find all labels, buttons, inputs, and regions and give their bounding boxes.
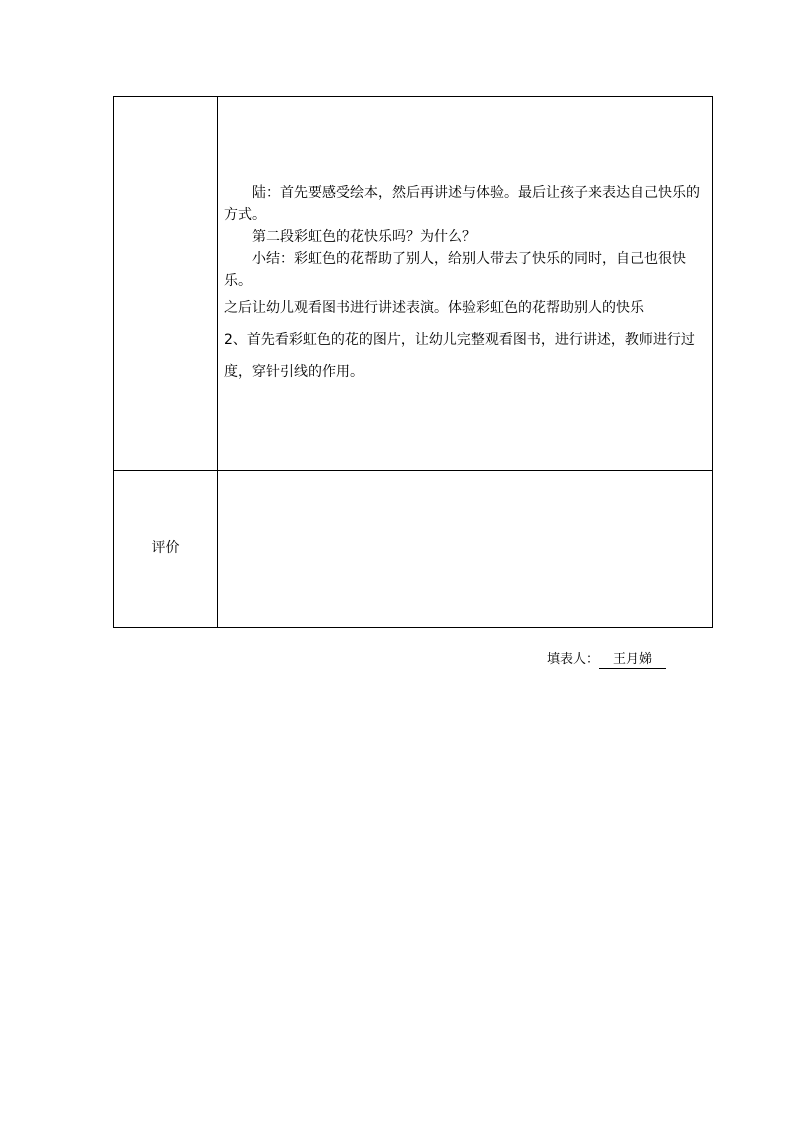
filler-name: 王月娣 — [599, 652, 666, 669]
evaluation-label: 评价 — [151, 540, 180, 556]
content-paragraph-4: 之后让幼儿观看图书进行讲述表演。体验彩虹色的花帮助别人的快乐 — [224, 300, 644, 316]
filler-line — [547, 651, 666, 669]
content-paragraph-1: 陆：首先要感受绘本，然后再讲述与体验。最后让孩子来表达自己快乐的方式。 — [224, 185, 700, 223]
process-content — [224, 182, 708, 388]
filler-label: 填表人： — [547, 652, 600, 667]
content-paragraph-3: 小结：彩虹色的花帮助了别人，给别人带去了快乐的同时，自己也很快乐。 — [224, 251, 686, 289]
column-divider — [217, 97, 218, 627]
content-paragraph-2: 第二段彩虹色的花快乐吗？为什么？ — [252, 229, 476, 245]
row-divider — [114, 470, 712, 471]
lesson-table — [113, 96, 713, 628]
content-paragraph-5: 2、首先看彩虹色的花的图片，让幼儿完整观看图书，进行讲述，教师进行过度，穿针引线的作用。 — [224, 332, 695, 380]
